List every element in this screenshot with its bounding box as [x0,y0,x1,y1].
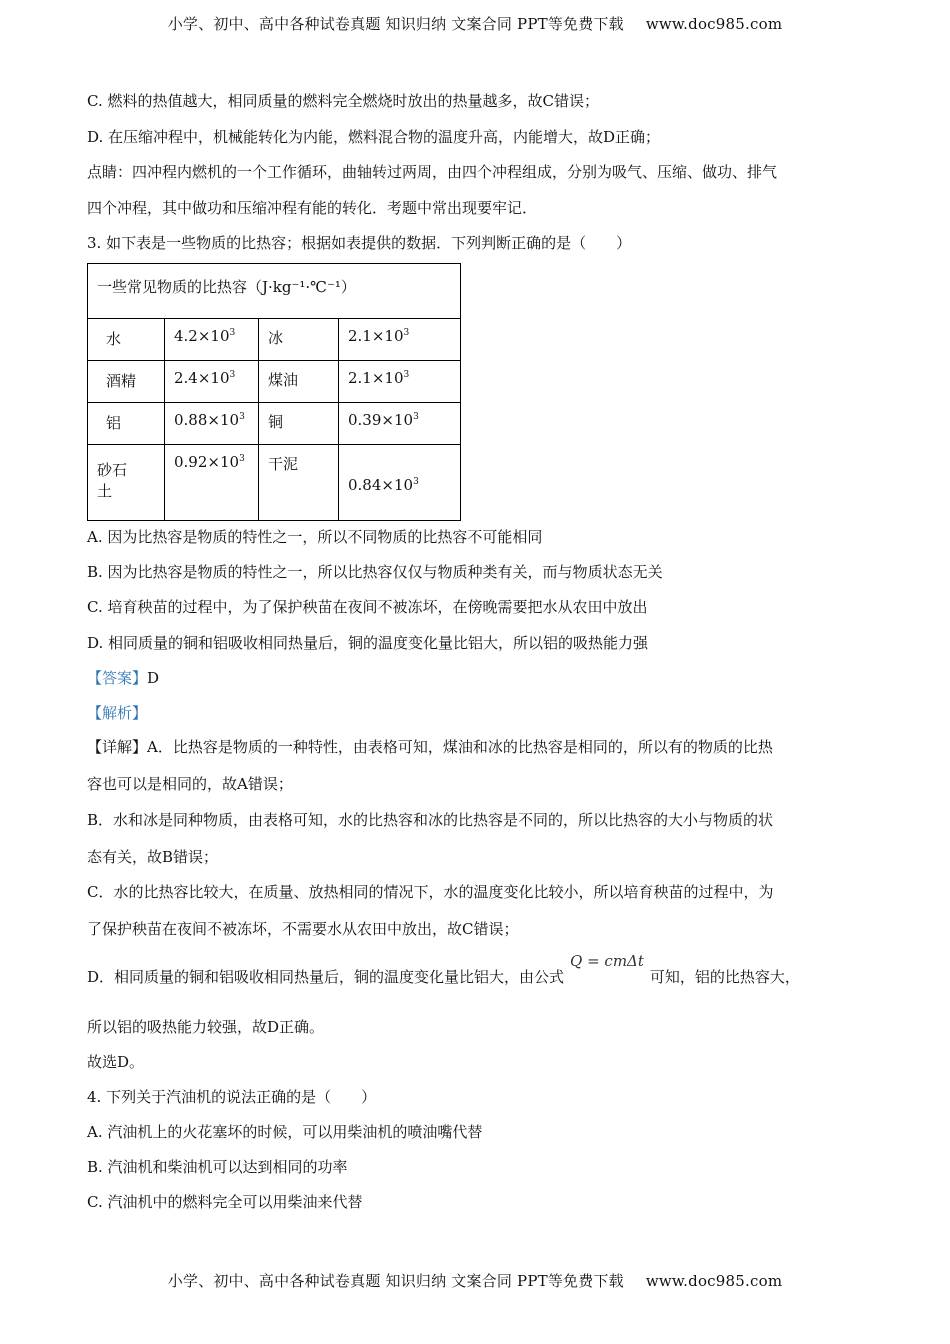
detail-c-line1: C．水的比热容比较大，在质量、放热相同的情况下，水的温度变化比较小，所以培育秧苗的过程中，为 [87,883,774,901]
table-cell: $2.1\times 10^3$ [339,319,461,361]
page-footer [0,1270,950,1291]
prev-option-c: C. 燃料的热值越大，相同质量的燃料完全燃烧时放出的热量越多，故C错误； [87,92,599,110]
table-cell: 砂石 土 [88,445,165,521]
header-text: 小学、初中、高中各种试卷真题 知识归纳 文案合同 PPT等免费下载 [167,15,624,33]
q4-stem: 4. 下列关于汽油机的说法正确的是（ ） [87,1088,377,1106]
q4-option-a: A. 汽油机上的火花塞坏的时候，可以用柴油机的喷油嘴代替 [87,1123,483,1141]
table-row [88,403,461,445]
table-cell: 铜 [259,403,339,445]
detail-a-line1: 【详解】A．比热容是物质的一种特性，由表格可知，煤油和冰的比热容是相同的，所以有的物质的比热 [87,738,773,756]
q4-option-c: C. 汽油机中的燃料完全可以用柴油来代替 [87,1193,363,1211]
table-cell: $0.39\times 10^3$ [339,403,461,445]
prev-note-line2: 四个冲程，其中做功和压缩冲程有能的转化．考题中常出现要牢记． [87,199,538,217]
detail-a-line2: 容也可以是相同的，故A错误； [87,775,293,793]
answer-label: 【答案】 [87,669,148,687]
detail-b-line2: 态有关，故B错误； [87,848,219,866]
q3-option-b: B. 因为比热容是物质的特性之一，所以比热容仅仅与物质种类有关，而与物质状态无关 [87,563,663,581]
specific-heat-table [87,263,461,521]
conclusion: 故选D。 [87,1053,145,1071]
formula: Q = cmΔt [570,952,644,970]
table-row [88,319,461,361]
table-cell: $2.4\times 10^3$ [165,361,259,403]
table-row [88,361,461,403]
detail-d-line1: D．相同质量的铜和铝吸收相同热量后，铜的温度变化量比铝大，由公式Q = cmΔt可知，铝的比热容大， [87,952,800,986]
q4-option-b: B. 汽油机和柴油机可以达到相同的功率 [87,1158,348,1176]
detail-d-line2: 所以铝的吸热能力较强，故D正确。 [87,1018,325,1036]
table-cell: 干泥 [259,445,339,521]
answer-line [87,667,159,688]
table-caption-row [88,264,461,319]
detail-c-line2: 了保护秧苗在夜间不被冻坏，不需要水从农田中放出，故C错误； [87,920,519,938]
q3-option-a: A. 因为比热容是物质的特性之一，所以不同物质的比热容不可能相同 [87,528,543,546]
table-cell: 酒精 [88,361,165,403]
analysis-label: 【解析】 [87,704,148,722]
table-cell: 水 [88,319,165,361]
table-cell: 铝 [88,403,165,445]
table-cell: 煤油 [259,361,339,403]
footer-site[interactable]: www.doc985.com [645,1272,783,1290]
answer-value: D [147,669,160,687]
table-cell: 冰 [259,319,339,361]
table-cell: $2.1\times 10^3$ [339,361,461,403]
header-site[interactable]: www.doc985.com [645,15,783,33]
detail-label: 【详解】 [87,738,148,756]
footer-text: 小学、初中、高中各种试卷真题 知识归纳 文案合同 PPT等免费下载 [167,1272,624,1290]
table-cell: $0.92\times 10^3$ [165,445,259,521]
prev-option-d: D. 在压缩冲程中，机械能转化为内能，燃料混合物的温度升高，内能增大，故D正确； [87,128,661,146]
q3-stem: 3. 如下表是一些物质的比热容；根据如表提供的数据．下列判断正确的是（ ） [87,234,632,252]
table-row [88,445,461,521]
table-cell: $4.2\times 10^3$ [165,319,259,361]
table-cell: $0.88\times 10^3$ [165,403,259,445]
q3-option-c: C. 培育秧苗的过程中，为了保护秧苗在夜间不被冻坏，在傍晚需要把水从农田中放出 [87,598,648,616]
q3-option-d: D. 相同质量的铜和铝吸收相同热量后，铜的温度变化量比铝大，所以铝的吸热能力强 [87,634,649,652]
table-cell: $0.84\times 10^3$ [339,445,461,521]
page-header [0,13,950,34]
detail-b-line1: B．水和冰是同种物质，由表格可知，水的比热容和冰的比热容是不同的，所以比热容的大小与物质的状 [87,811,774,829]
table-caption: 一些常见物质的比热容（J·kg⁻¹·℃⁻¹） [88,264,461,319]
prev-note-line1: 点睛：四冲程内燃机的一个工作循环，曲轴转过两周，由四个冲程组成，分别为吸气、压缩、做功、排气 [87,163,778,181]
